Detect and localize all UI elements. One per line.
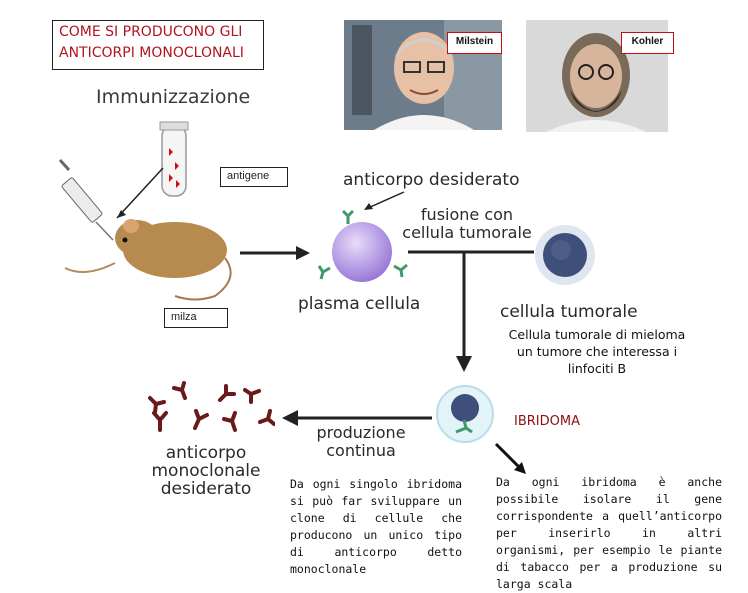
antibody-cluster xyxy=(140,380,275,440)
paragraph-left: Da ogni singolo ibridoma si può far sviluppare un clone di cellule che producono un unico tipo di anticorpo detto monoclonale xyxy=(290,477,462,576)
tumor-description: Cellula tumorale di mieloma un tumore che interessa i linfociti B xyxy=(504,326,690,377)
syringe-icon xyxy=(60,160,113,240)
label-produzione: produzione continua xyxy=(316,423,406,460)
label-plasma-cellula: plasma cellula xyxy=(298,294,421,314)
label-antigene: antigene xyxy=(220,167,288,187)
label-immunizzazione: Immunizzazione xyxy=(96,86,251,108)
test-tube-icon xyxy=(160,122,188,196)
label-anticorpo-desiderato: anticorpo desiderato xyxy=(343,170,520,190)
mouse-icon xyxy=(65,219,231,300)
label-ibridoma: IBRIDOMA xyxy=(514,414,580,429)
label-milstein: Milstein xyxy=(447,32,502,54)
arrow-to-right-text xyxy=(492,440,532,478)
title-box xyxy=(52,20,264,70)
label-milza: milza xyxy=(164,308,228,328)
immunization-illustration xyxy=(55,118,245,303)
label-kohler: Kohler xyxy=(621,32,674,54)
label-fusione: fusione con cellula tumorale xyxy=(402,205,532,242)
paragraph-right: Da ogni ibridoma è anche possibile isolare il gene corrispondente a quell’anticorpo per inserirlo in altri organismi, per esempio le piante di tabacco per a produzione su larga scala xyxy=(496,475,722,591)
label-anticorpo-monoclonale: anticorpo monoclonale desiderato xyxy=(151,443,261,499)
arrow-to-plasma xyxy=(240,246,310,260)
ibridoma-cell xyxy=(432,384,498,450)
label-cellula-tumorale: cellula tumorale xyxy=(500,302,638,322)
page-title: COME SI PRODUCONO GLI ANTICORPI MONOCLONALI xyxy=(59,24,244,61)
tumor-cell xyxy=(532,222,598,288)
